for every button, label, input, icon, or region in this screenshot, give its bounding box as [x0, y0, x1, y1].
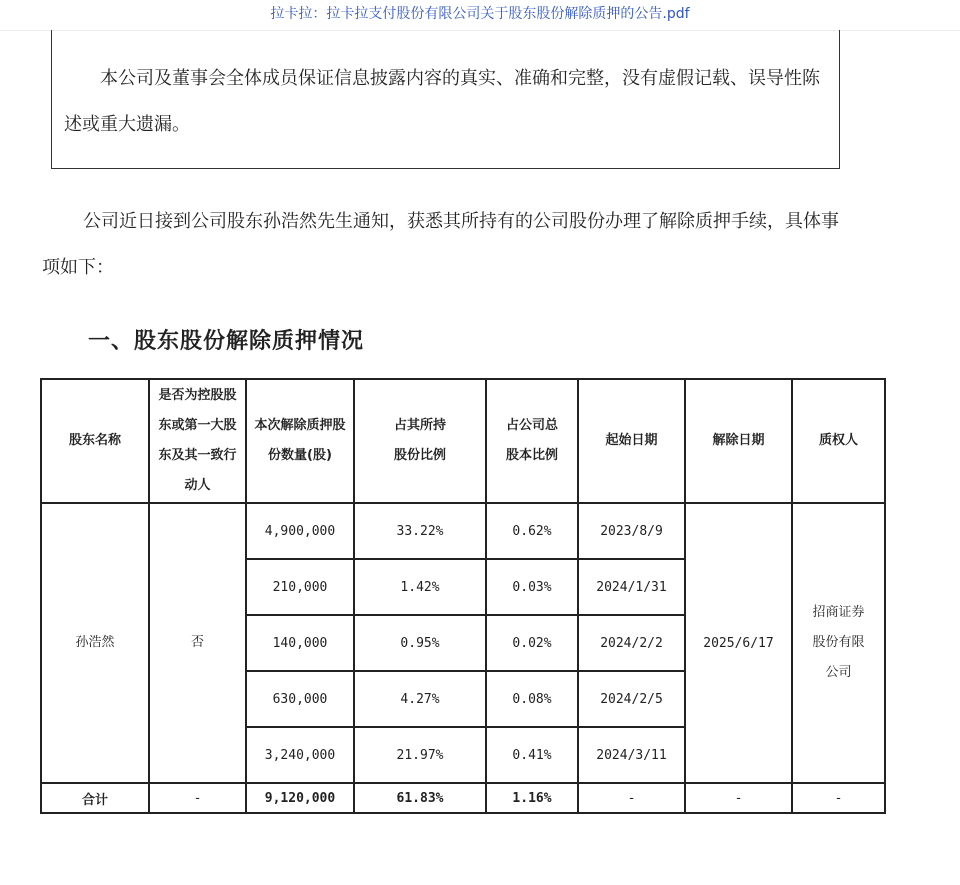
- pledge-release-table: [40, 378, 886, 814]
- total-ratio-cell: 0.41%: [486, 727, 578, 783]
- start-date-cell: 2024/2/5: [578, 671, 685, 727]
- table-row: [41, 503, 885, 559]
- header-pledgee: 质权人: [792, 379, 885, 503]
- total-label: 合计: [41, 783, 149, 813]
- own-ratio-cell: 1.42%: [354, 559, 486, 615]
- own-ratio-cell: 4.27%: [354, 671, 486, 727]
- start-date-cell: 2024/3/11: [578, 727, 685, 783]
- quantity-cell: 210,000: [246, 559, 354, 615]
- total-pledgee-cell: -: [792, 783, 885, 813]
- total-start-date-cell: -: [578, 783, 685, 813]
- intro-paragraph: 公司近日接到公司股东孙浩然先生通知，获悉其所持有的公司股份办理了解除质押手续，具体事项如下：: [42, 211, 839, 278]
- release-date-cell: 2025/6/17: [685, 503, 792, 783]
- own-ratio-cell: 33.22%: [354, 503, 486, 559]
- total-ratio-cell: 0.02%: [486, 615, 578, 671]
- document-title-bar: [0, 0, 960, 31]
- total-release-date-cell: -: [685, 783, 792, 813]
- total-total-ratio-cell: 1.16%: [486, 783, 578, 813]
- table-header-row: [41, 379, 885, 503]
- total-controlling-cell: -: [149, 783, 246, 813]
- total-ratio-cell: 0.03%: [486, 559, 578, 615]
- header-release-date: 解除日期: [685, 379, 792, 503]
- declaration-box: [51, 30, 840, 169]
- declaration-text: 本公司及董事会全体成员保证信息披露内容的真实、准确和完整，没有虚假记载、误导性陈述或重大遗漏。: [64, 68, 820, 135]
- header-own-ratio: 占其所持股份比例: [354, 379, 486, 503]
- header-total-ratio: 占公司总股本比例: [486, 379, 578, 503]
- total-quantity-cell: 9,120,000: [246, 783, 354, 813]
- total-ratio-cell: 0.08%: [486, 671, 578, 727]
- start-date-cell: 2023/8/9: [578, 503, 685, 559]
- pledgee-cell: 招商证券股份有限公司: [792, 503, 885, 783]
- own-ratio-cell: 21.97%: [354, 727, 486, 783]
- header-holder: 股东名称: [41, 379, 149, 503]
- controlling-cell: 否: [149, 503, 246, 783]
- total-ratio-cell: 0.62%: [486, 503, 578, 559]
- document-title: 拉卡拉：拉卡拉支付股份有限公司关于股东股份解除质押的公告.pdf: [270, 6, 690, 22]
- quantity-cell: 140,000: [246, 615, 354, 671]
- start-date-cell: 2024/2/2: [578, 615, 685, 671]
- header-controlling: 是否为控股股东或第一大股东及其一致行动人: [149, 379, 246, 503]
- start-date-cell: 2024/1/31: [578, 559, 685, 615]
- holder-name-cell: 孙浩然: [41, 503, 149, 783]
- quantity-cell: 4,900,000: [246, 503, 354, 559]
- total-row: [41, 783, 885, 813]
- header-start-date: 起始日期: [578, 379, 685, 503]
- quantity-cell: 3,240,000: [246, 727, 354, 783]
- header-quantity: 本次解除质押股份数量(股): [246, 379, 354, 503]
- total-own-ratio-cell: 61.83%: [354, 783, 486, 813]
- quantity-cell: 630,000: [246, 671, 354, 727]
- own-ratio-cell: 0.95%: [354, 615, 486, 671]
- section-title: 一、股东股份解除质押情况: [88, 329, 365, 354]
